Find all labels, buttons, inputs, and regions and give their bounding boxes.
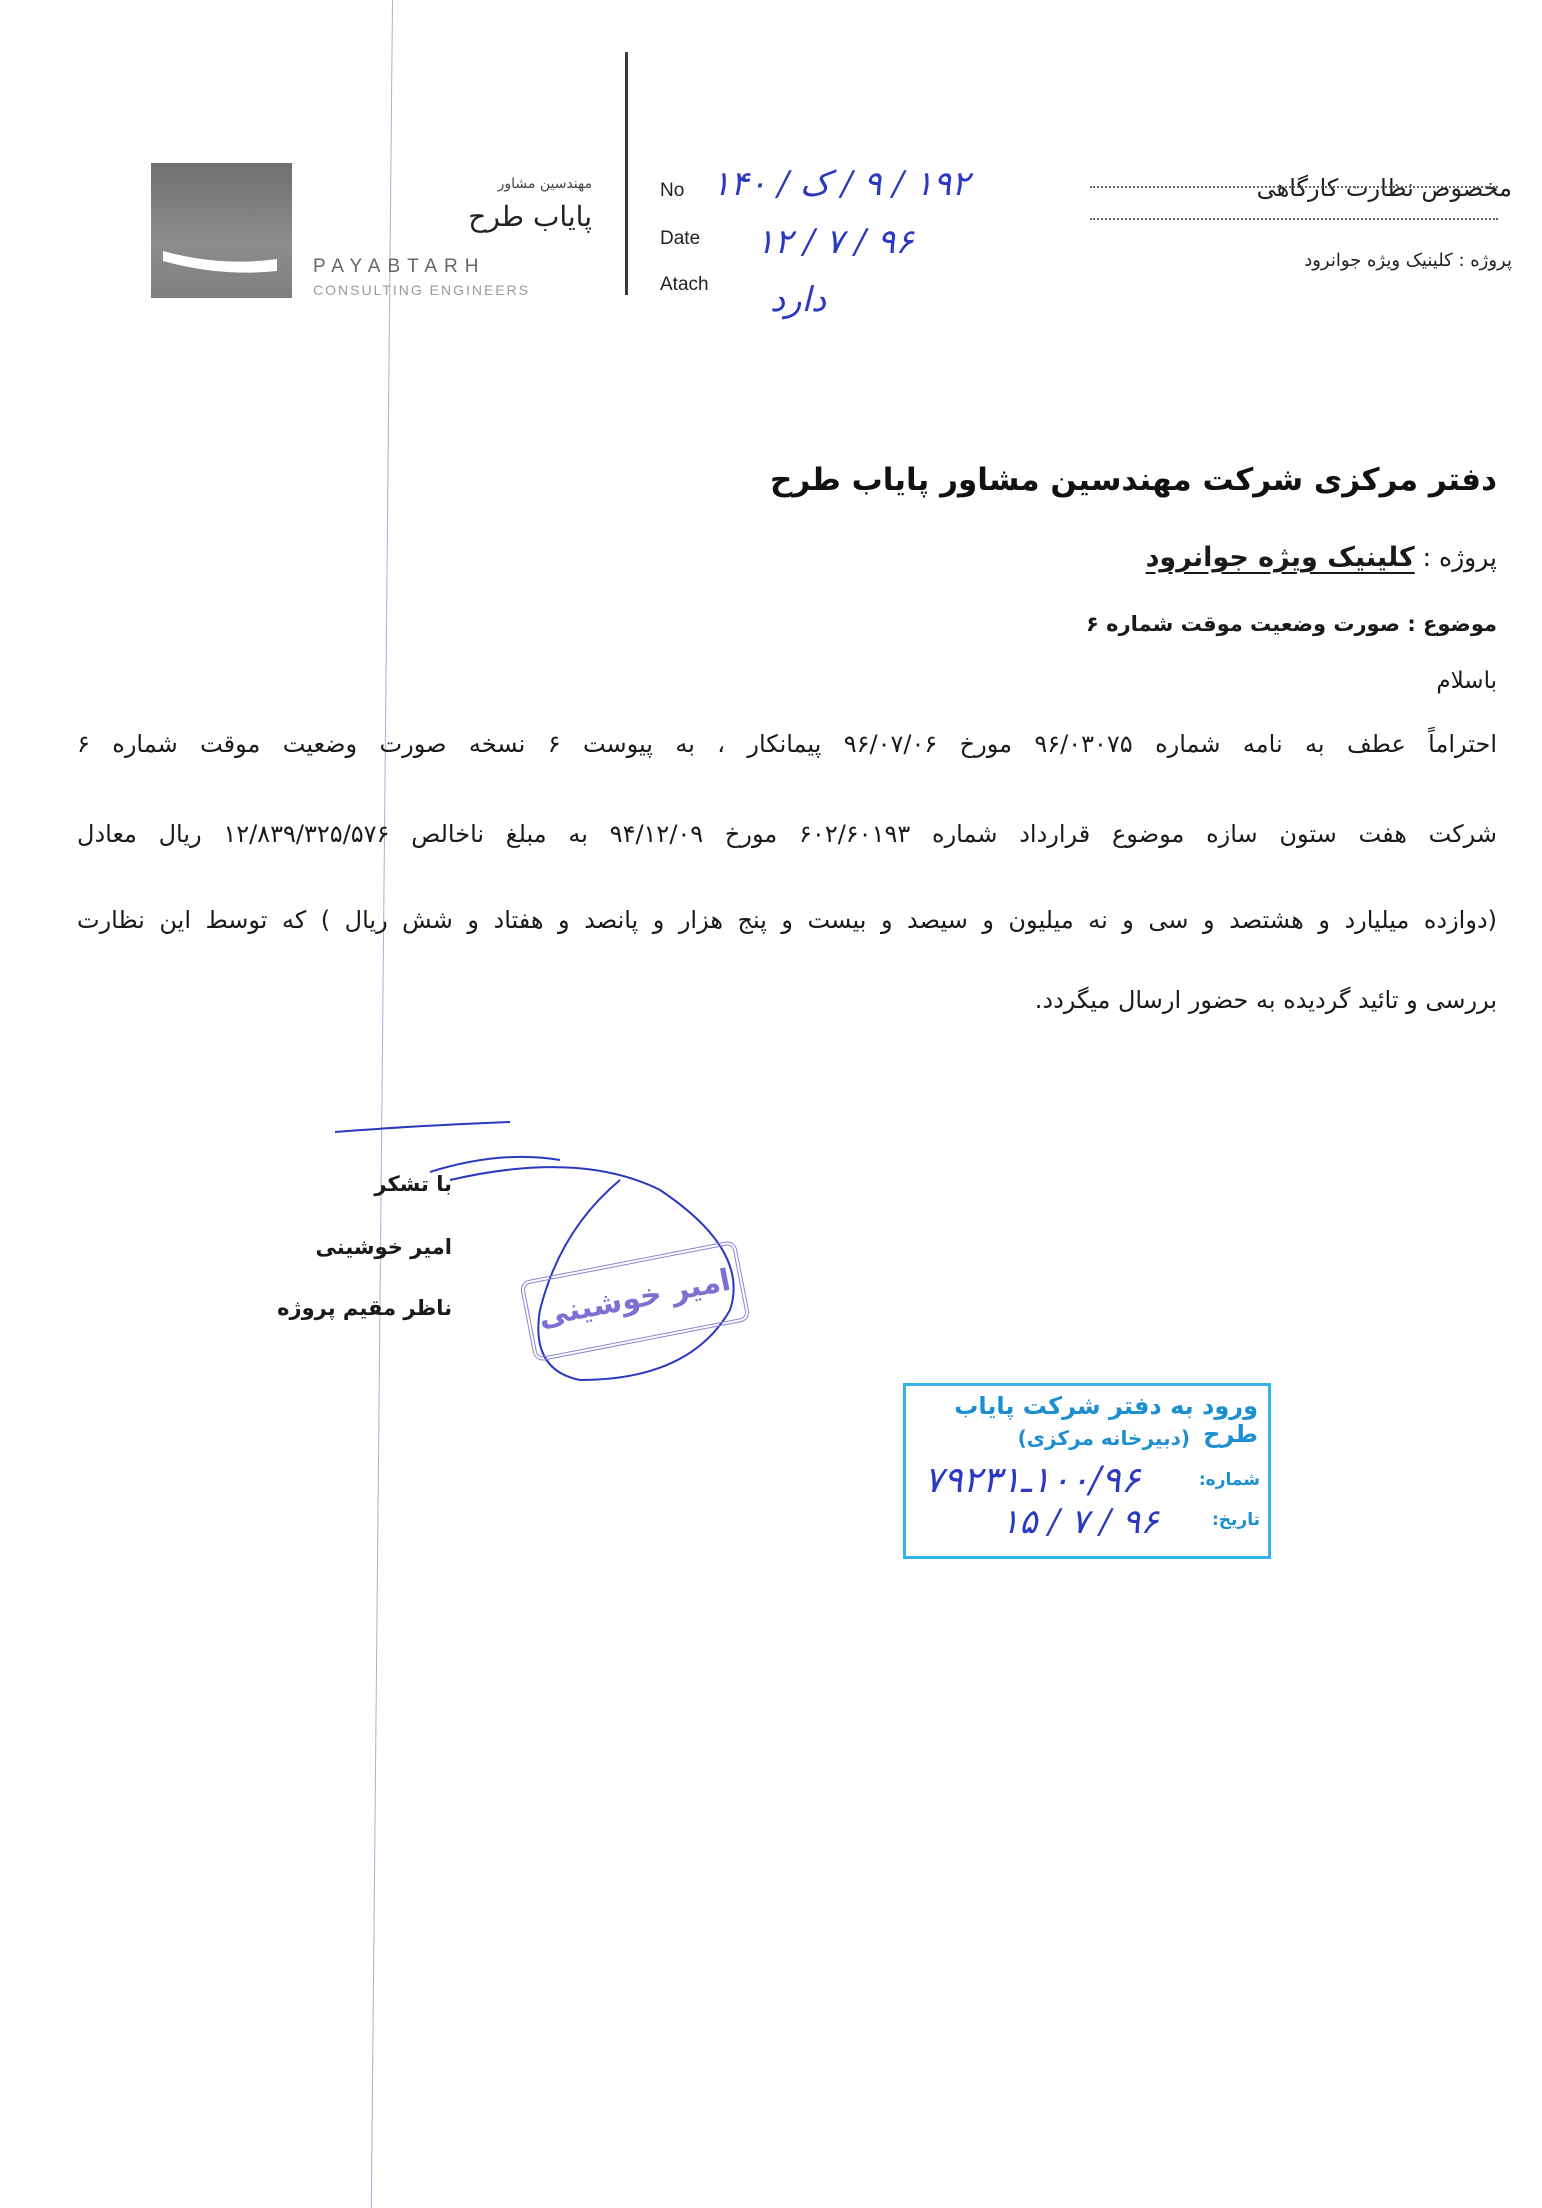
stamp-number-label: شماره: — [1198, 1470, 1260, 1490]
logo-mark-icon — [151, 163, 292, 298]
body-line-2: شرکت هفت ستون سازه موضوع قرارداد شماره ۶۰۲/۶۰۱۹۳ مورخ ۹۴/۱۲/۰۹ به مبلغ ناخالص ۱۲/۸۳۹/۳۲۵/۵۷۶ ریال معادل — [77, 820, 1497, 848]
attach-label: Atach — [660, 274, 709, 295]
no-label: No — [660, 180, 685, 201]
recipient-title: دفتر مرکزی شرکت مهندسین مشاور پایاب طرح — [769, 462, 1497, 498]
attach-value-handwritten: دارد — [770, 280, 827, 320]
receipt-stamp — [903, 1383, 1271, 1559]
letter-number-handwritten: ۱۹۲ / ۹ / ک / ۱۴۰ — [712, 164, 970, 204]
letter-date-handwritten: ۹۶ / ۷ / ۱۲ — [756, 222, 914, 262]
project-prefix: پروژه : — [1422, 543, 1497, 572]
company-name-fa: پایاب طرح — [468, 200, 592, 233]
dotted-line-2 — [1090, 218, 1498, 220]
signature-closing: با تشکر — [374, 1172, 452, 1196]
date-label: Date — [660, 228, 701, 249]
company-name-en: PAYABTARH — [313, 256, 486, 277]
scan-artifact-line — [371, 0, 393, 2208]
project-name: کلینیک ویژه جوانرود — [1145, 542, 1415, 573]
name-stamp: امیر خوشینی — [519, 1240, 751, 1362]
company-tagline-en: CONSULTING ENGINEERS — [313, 282, 531, 298]
stamp-date-label: تاریخ: — [1212, 1510, 1260, 1530]
header-divider — [625, 52, 628, 295]
subject-line: موضوع : صورت وضعیت موقت شماره ۶ — [1086, 612, 1497, 636]
special-label: مخصوص نظارت کارگاهی — [1256, 174, 1512, 202]
dotted-line-1 — [1090, 186, 1498, 188]
signatory-name: امیر خوشینی — [315, 1235, 452, 1259]
project-line — [1146, 542, 1497, 573]
header-project: پروژه : کلینیک ویژه جوانرود — [1304, 250, 1512, 271]
body-line-3: (دوازده میلیارد و هشتصد و سی و نه میلیون و سیصد و بیست و پنج هزار و پانصد و هفتاد و شش ریال ) که توسط این نظارت — [77, 906, 1497, 934]
greeting: باسلام — [1436, 668, 1497, 694]
signatory-title: ناظر مقیم پروژه — [277, 1296, 452, 1320]
body-line-1: احتراماً عطف به نامه شماره ۹۶/۰۳۰۷۵ مورخ ۹۶/۰۷/۰۶ پیمانکار ، به پیوست ۶ نسخه صورت وضعیت موقت شماره ۶ — [77, 730, 1498, 758]
body-line-4: بررسی و تائید گردیده به حضور ارسال میگردد. — [1034, 986, 1497, 1014]
company-logo — [151, 163, 292, 298]
stamp-line-2: (دبیرخانه مرکزی) — [1017, 1426, 1190, 1450]
stamp-line-1: ورود به دفتر شرکت پایاب طرح — [954, 1392, 1258, 1448]
stamp-number-value: ۱۰۰/۹۶ـ۷۹۲۳۱ — [924, 1460, 1141, 1501]
company-subtitle: مهندسین مشاور — [497, 176, 592, 192]
stamp-date-value: ۹۶ / ۷ / ۱۵ — [1001, 1502, 1159, 1542]
